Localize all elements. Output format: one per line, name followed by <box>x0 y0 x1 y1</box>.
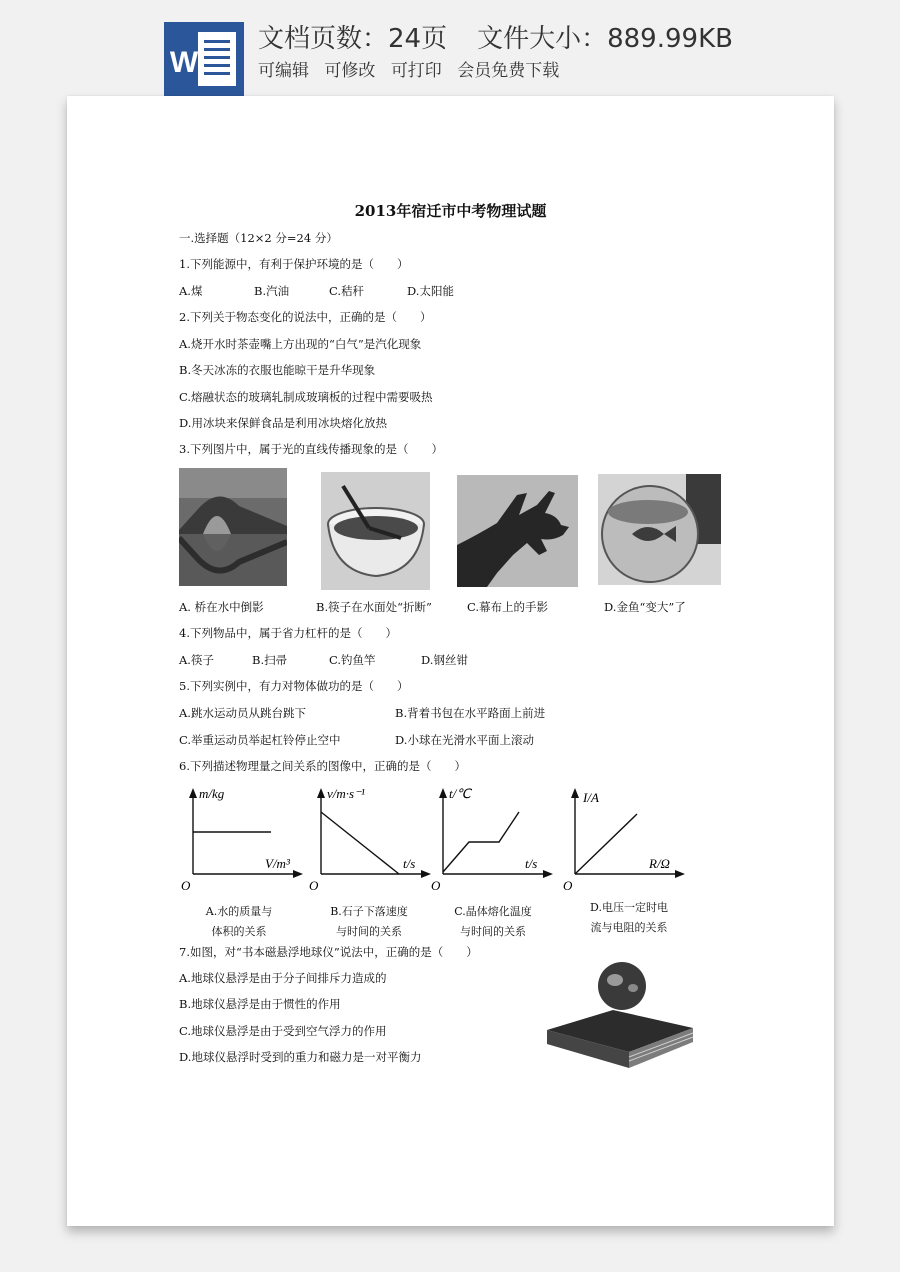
q5-option-c: C.举重运动员举起杠铃停止空中 <box>179 733 341 747</box>
svg-text:O: O <box>431 878 441 893</box>
document-info-header <box>0 0 900 100</box>
page-count: 文档页数：24页 <box>258 24 448 54</box>
q1-stem: 1.下列能源中，有利于保护环境的是（ ） <box>179 257 409 271</box>
q7-stem: 7.如图，对“书本磁悬浮地球仪”说法中，正确的是（ ） <box>179 945 478 959</box>
q3-caption-a: A. 桥在水中倒影 <box>179 600 264 614</box>
q2-option-a: A.烧开水时茶壶嘴上方出现的“白气”是汽化现象 <box>179 337 422 351</box>
svg-text:I/A: I/A <box>583 790 599 805</box>
q4-option-a: A.筷子 <box>179 653 214 667</box>
svg-text:t/℃: t/℃ <box>449 786 471 801</box>
q1-option-b: B.汽油 <box>254 284 290 298</box>
graph-current-resistance <box>561 784 686 894</box>
exam-title: 2013年宿迁市中考物理试题 <box>354 202 547 220</box>
q1-option-d: D.太阳能 <box>407 284 454 298</box>
q4-option-d: D.钢丝钳 <box>421 653 468 667</box>
feature-editable: 可编辑 <box>258 61 309 81</box>
svg-text:O: O <box>309 878 319 893</box>
q2-stem: 2.下列关于物态变化的说法中，正确的是（ ） <box>179 310 432 324</box>
svg-text:m/kg: m/kg <box>199 786 225 801</box>
q1-option-c: C.秸秆 <box>329 284 365 298</box>
q3-caption-b: B.筷子在水面处“折断” <box>316 600 432 614</box>
file-stats <box>258 18 733 55</box>
graph-a-caption: A.水的质量与 体积的关系 <box>205 905 273 938</box>
q7-option-b: B.地球仪悬浮是由于惯性的作用 <box>179 997 341 1011</box>
feature-member-download: 会员免费下载 <box>457 61 560 81</box>
q5-option-b: B.背着书包在水平路面上前进 <box>395 706 546 720</box>
graph-b-caption: B.石子下落速度 与时间的关系 <box>330 905 408 938</box>
chopsticks-bowl-photo <box>321 472 430 590</box>
bridge-reflection-photo <box>179 468 287 586</box>
file-size: 文件大小：889.99KB <box>477 24 733 54</box>
q6-stem: 6.下列描述物理量之间关系的图像中，正确的是（ ） <box>179 759 466 773</box>
q3-caption-d: D.金鱼“变大”了 <box>604 600 686 614</box>
q2-option-d: D.用冰块来保鲜食品是利用冰块熔化放热 <box>179 416 387 430</box>
feature-modifiable: 可修改 <box>324 61 376 81</box>
q4-option-c: C.钓鱼竿 <box>329 653 376 667</box>
section-heading: 一.选择题（12×2 分=24 分） <box>179 231 338 245</box>
graph-mass-volume <box>179 784 304 894</box>
graph-c-caption: C.晶体熔化温度 与时间的关系 <box>454 905 532 938</box>
q2-option-b: B.冬天冰冻的衣服也能晾干是升华现象 <box>179 363 376 377</box>
graph-melting-temperature-time <box>429 784 554 894</box>
goldfish-bowl-photo <box>598 474 721 585</box>
svg-text:O: O <box>563 878 573 893</box>
svg-text:V/m³: V/m³ <box>265 856 290 871</box>
graph-speed-time <box>307 784 432 894</box>
feature-printable: 可打印 <box>390 61 442 81</box>
q5-stem: 5.下列实例中，有力对物体做功的是（ ） <box>179 679 409 693</box>
q5-option-d: D.小球在光滑水平面上滚动 <box>395 733 534 747</box>
hand-shadow-photo <box>457 475 578 587</box>
feature-list <box>258 56 569 81</box>
q4-option-b: B.扫帚 <box>252 653 288 667</box>
graph-d-caption: D.电压一定时电 流与电阻的关系 <box>590 901 668 934</box>
word-document-icon <box>164 22 244 96</box>
q7-option-c: C.地球仪悬浮是由于受到空气浮力的作用 <box>179 1024 387 1038</box>
svg-text:t/s: t/s <box>403 856 416 871</box>
svg-text:W: W <box>169 46 199 79</box>
svg-text:R/Ω: R/Ω <box>649 856 670 871</box>
q7-option-a: A.地球仪悬浮是由于分子间排斥力造成的 <box>179 971 387 985</box>
document-page <box>67 96 834 1226</box>
svg-text:t/s: t/s <box>525 856 538 871</box>
svg-text:O: O <box>181 878 191 893</box>
q3-stem: 3.下列图片中，属于光的直线传播现象的是（ ） <box>179 442 443 456</box>
q4-stem: 4.下列物品中，属于省力杠杆的是（ ） <box>179 626 397 640</box>
q7-option-d: D.地球仪悬浮时受到的重力和磁力是一对平衡力 <box>179 1050 422 1064</box>
q1-option-a: A.煤 <box>179 284 203 298</box>
q3-caption-c: C.幕布上的手影 <box>467 600 549 614</box>
levitating-globe-book-photo <box>545 958 695 1070</box>
svg-text:v/m·s⁻¹: v/m·s⁻¹ <box>327 786 365 801</box>
q2-option-c: C.熔融状态的玻璃轧制成玻璃板的过程中需要吸热 <box>179 390 433 404</box>
q5-option-a: A.跳水运动员从跳台跳下 <box>179 706 306 720</box>
